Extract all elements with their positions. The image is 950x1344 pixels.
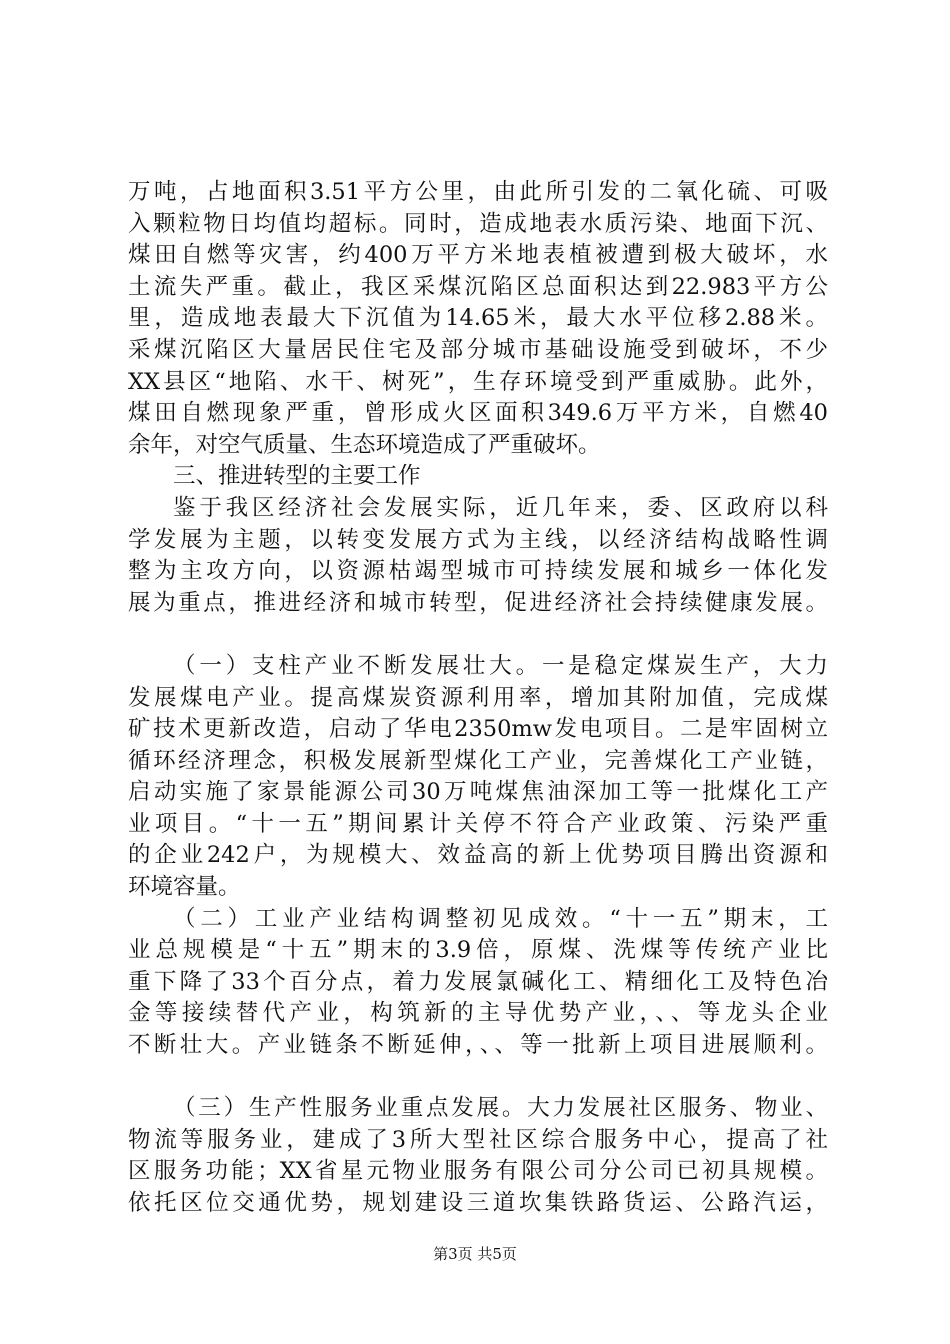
text-line: 余年，对空气质量、生态环境造成了严重破坏。 [128,431,601,458]
text-line: 整为主攻方向，以资源枯竭型城市可持续发展和城乡一体化发 [128,558,828,585]
text-line: 里，造成地表最大下沉值为14.65米，最大水平位移2.88米。 [128,305,828,332]
text-line: 土流失严重。截止，我区采煤沉陷区总面积达到22.983平方公 [128,273,828,300]
paragraph-gap [128,1062,828,1094]
text-line: 煤田自燃等灾害，约400万平方米地表植被遭到极大破坏，水 [128,242,828,269]
text-line: 煤田自燃现象严重，曾形成火区面积349.6万平方米，自燃40 [128,400,828,427]
text-line: 矿技术更新改造，启动了华电2350mw发电项目。二是牢固树立 [128,716,828,743]
text-line: 环境容量。 [128,874,241,901]
paragraph-industrial-structure [128,904,828,1062]
text-line: （一）支柱产业不断发展壮大。一是稳定煤炭生产，大力 [173,652,828,679]
text-line: XX县区“地陷、水干、树死”，生存环境受到严重威胁。此外， [128,368,828,395]
text-line: 依托区位交通优势，规划建设三道坎集铁路货运、公路汽运， [128,1190,828,1216]
text-line: 的企业242户，为规模大、效益高的新上优势项目腾出资源和 [128,842,828,869]
text-line: 区服务功能；XX省星元物业服务有限公司分公司已初具规模。 [128,1158,828,1185]
text-line: （三）生产性服务业重点发展。大力发展社区服务、物业、 [173,1095,828,1122]
section-heading-3: 三、推进转型的主要工作 [173,463,421,490]
text-line: 展为重点，推进经济和城市转型，促进经济社会持续健康发展。 [128,589,828,616]
text-line: 不断壮大。产业链条不断延伸，、、等一批新上项目进展顺利。 [128,1032,828,1059]
text-line: 万吨，占地面积3.51平方公里，由此所引发的二氧化硫、可吸 [128,179,828,205]
text-line: 业项目。“十一五”期间累计关停不符合产业政策、污染严重 [128,810,828,837]
text-line: 采煤沉陷区大量居民住宅及部分城市基础设施受到破坏，不少 [128,336,828,363]
body-text [128,177,828,1220]
paragraph-producer-services [128,1093,828,1219]
paragraph-gap [128,619,828,651]
text-line: 学发展为主题，以转变发展方式为主线，以经济结构战略性调 [128,526,828,553]
text-line: 重下降了33个百分点，着力发展氯碱化工、精细化工及特色冶 [128,968,828,995]
text-line: 循环经济理念，积极发展新型煤化工产业，完善煤化工产业链， [128,747,828,774]
text-line: 发展煤电产业。提高煤炭资源利用率，增加其附加值，完成煤 [128,684,828,711]
text-line: 入颗粒物日均值均超标。同时，造成地表水质污染、地面下沉、 [128,210,828,237]
paragraph-environment-damage [128,177,828,461]
page-number-footer: 第3页 共5页 [433,1245,517,1263]
text-line: 鉴于我区经济社会发展实际，近几年来，委、区政府以科 [173,494,828,521]
text-line: 业总规模是“十五”期末的3.9倍，原煤、洗煤等传统产业比 [128,937,828,964]
text-line: 启动实施了家景能源公司30万吨煤焦油深加工等一批煤化工产 [128,779,828,806]
text-line: 金等接续替代产业，构筑新的主导优势产业，、、等龙头企业 [128,1000,828,1027]
text-line: 物流等服务业，建成了3所大型社区综合服务中心，提高了社 [128,1126,828,1153]
paragraph-transformation-intro [128,493,828,619]
paragraph-pillar-industry [128,651,828,904]
text-line: （二）工业产业结构调整初见成效。“十一五”期末，工 [173,905,828,932]
